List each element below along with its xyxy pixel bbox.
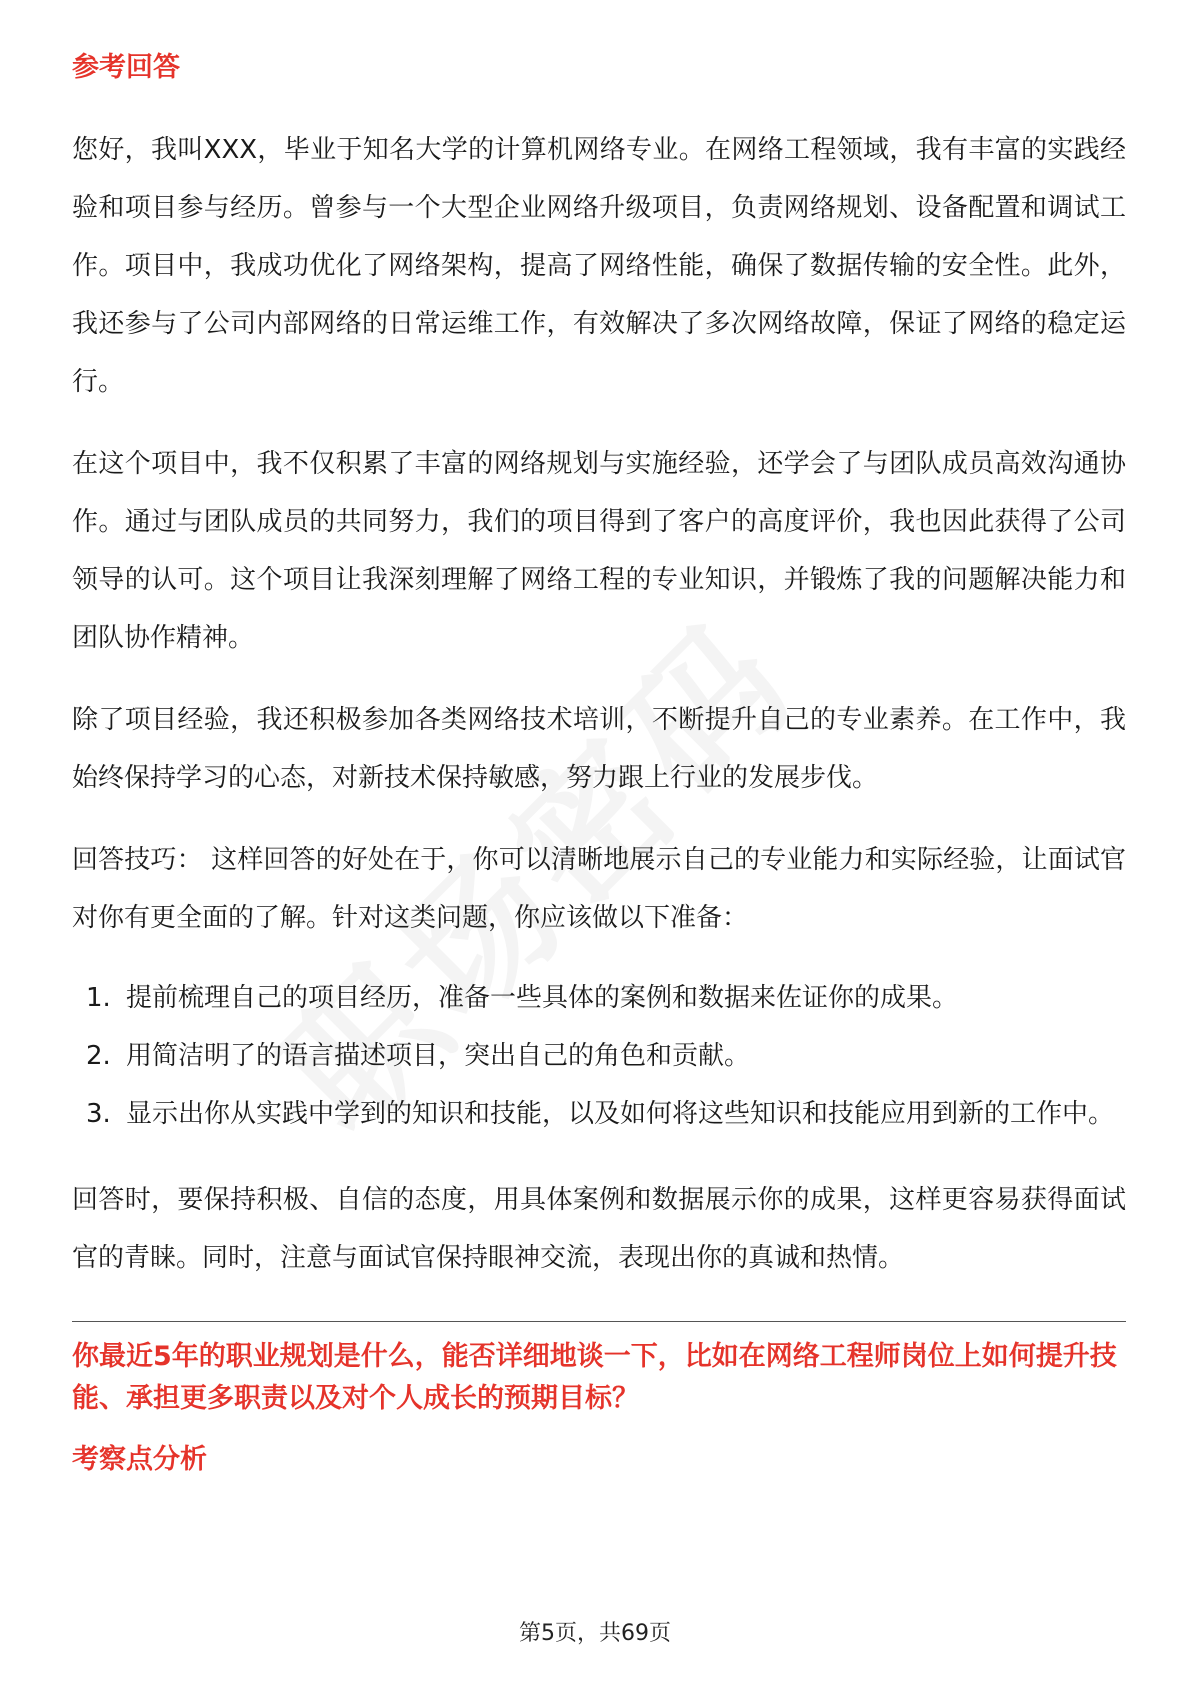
list-item	[72, 1085, 1126, 1143]
section-title-analysis: 考察点分析	[72, 1444, 207, 1475]
list-item-number: 3.	[86, 1099, 111, 1129]
list-item-text: 提前梳理自己的项目经历，准备一些具体的案例和数据来佐证你的成果。	[126, 983, 959, 1013]
list-item-text: 用简洁明了的语言描述项目，突出自己的角色和贡献。	[126, 1041, 751, 1071]
tips-list	[72, 969, 1126, 1143]
answer-paragraph-2: 在这个项目中，我不仅积累了丰富的网络规划与实施经验，还学会了与团队成员高效沟通协作。通过与团队成员的共同努力，我们的项目得到了客户的高度评价，我也因此获得了公司领导的认可。这个项目让我深刻理解了网络工程的专业知识，并锻炼了我的问题解决能力和团队协作精神。	[72, 449, 1126, 653]
list-item	[72, 969, 1126, 1027]
page-footer: 第5页，共69页	[519, 1621, 671, 1646]
list-item	[72, 1027, 1126, 1085]
list-item-number: 2.	[86, 1041, 111, 1071]
document-page	[72, 48, 1126, 1480]
section-divider	[72, 1321, 1126, 1322]
next-question: 你最近5年的职业规划是什么，能否详细地谈一下，比如在网络工程师岗位上如何提升技能、承担更多职责以及对个人成长的预期目标？	[72, 1341, 1117, 1414]
list-item-number: 1.	[86, 983, 111, 1013]
section-title-reference-answer: 参考回答	[72, 52, 180, 83]
answer-tip-intro: 回答技巧： 这样回答的好处在于，你可以清晰地展示自己的专业能力和实际经验，让面试官对你有更全面的了解。针对这类问题，你应该做以下准备：	[72, 845, 1126, 933]
closing-paragraph: 回答时，要保持积极、自信的态度，用具体案例和数据展示你的成果，这样更容易获得面试官的青睐。同时，注意与面试官保持眼神交流，表现出你的真诚和热情。	[72, 1185, 1126, 1273]
answer-paragraph-1: 您好，我叫XXX，毕业于知名大学的计算机网络专业。在网络工程领域，我有丰富的实践经验和项目参与经历。曾参与一个大型企业网络升级项目，负责网络规划、设备配置和调试工作。项目中，我成功优化了网络架构，提高了网络性能，确保了数据传输的安全性。此外，我还参与了公司内部网络的日常运维工作，有效解决了多次网络故障，保证了网络的稳定运行。	[72, 135, 1126, 397]
answer-paragraph-3: 除了项目经验，我还积极参加各类网络技术培训，不断提升自己的专业素养。在工作中，我始终保持学习的心态，对新技术保持敏感，努力跟上行业的发展步伐。	[72, 705, 1126, 793]
list-item-text: 显示出你从实践中学到的知识和技能，以及如何将这些知识和技能应用到新的工作中。	[126, 1099, 1115, 1129]
